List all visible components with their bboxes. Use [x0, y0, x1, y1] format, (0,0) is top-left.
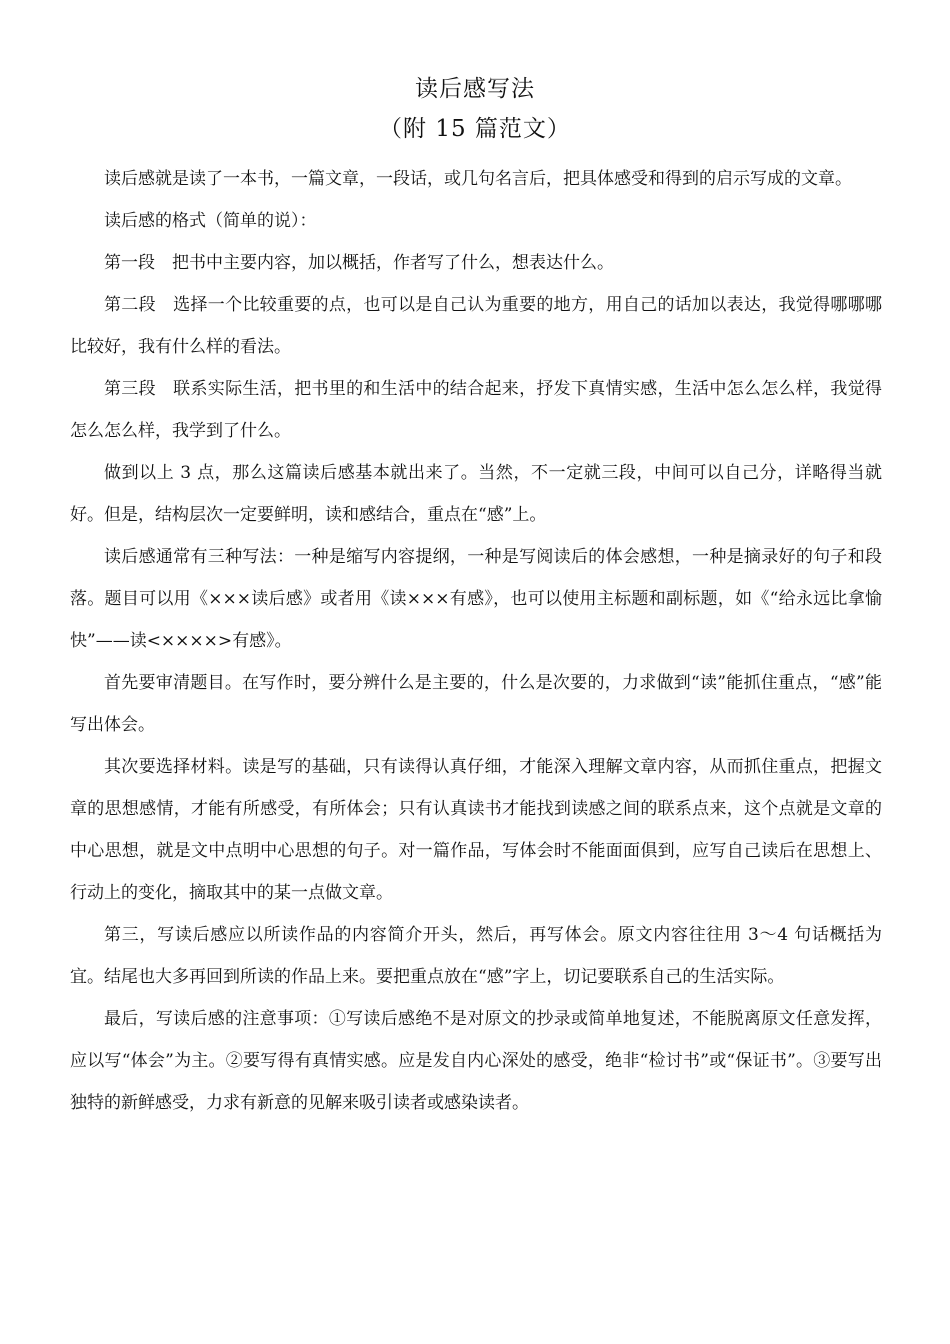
paragraph-third-section: 第三段 联系实际生活，把书里的和生活中的结合起来，抒发下真情实感，生活中怎么怎么样，我觉得怎么怎么样，我学到了什么。 [70, 379, 882, 441]
document-title: 读后感写法 [415, 76, 535, 102]
paragraph-writing-methods: 读后感通常有三种写法：一种是缩写内容提纲，一种是写阅读后的体会感想，一种是摘录好的句子和段落。题目可以用《×××读后感》或者用《读×××有感》，也可以使用主标题和副标题，如《“给永远比拿愉快”——读<××××>有感》。 [70, 547, 882, 651]
paragraph-definition: 读后感就是读了一本书，一篇文章，一段话，或几句名言后，把具体感受和得到的启示写成的文章。 [104, 169, 852, 189]
document-body [70, 158, 882, 1124]
paragraph-second-section: 第二段 选择一个比较重要的点，也可以是自己认为重要的地方，用自己的话加以表达，我觉得哪哪哪比较好，我有什么样的看法。 [70, 295, 882, 357]
paragraph-format-heading: 读后感的格式（简单的说）： [104, 211, 317, 231]
paragraph-structure: 第三，写读后感应以所读作品的内容简介开头，然后，再写体会。原文内容往往用 3～4 句话概括为宜。结尾也大多再回到所读的作品上来。要把重点放在“感”字上，切记要联系自己的生活实际。 [70, 925, 882, 987]
paragraph-first-section: 第一段 把书中主要内容，加以概括，作者写了什么，想表达什么。 [104, 253, 614, 273]
document-subtitle: （附 15 篇范文） [379, 116, 571, 142]
paragraph-summary: 做到以上 3 点，那么这篇读后感基本就出来了。当然，不一定就三段，中间可以自己分，详略得当就好。但是，结构层次一定要鲜明，读和感结合，重点在“感”上。 [70, 463, 882, 525]
paragraph-review-topic: 首先要审清题目。在写作时，要分辨什么是主要的，什么是次要的，力求做到“读”能抓住重点，“感”能写出体会。 [70, 673, 882, 735]
paragraph-notes: 最后，写读后感的注意事项：①写读后感绝不是对原文的抄录或简单地复述，不能脱离原文任意发挥，应以写“体会”为主。②要写得有真情实感。应是发自内心深处的感受，绝非“检讨书”或“保证书”。③要写出独特的新鲜感受，力求有新意的见解来吸引读者或感染读者。 [70, 1009, 882, 1113]
paragraph-choose-material: 其次要选择材料。读是写的基础，只有读得认真仔细，才能深入理解文章内容，从而抓住重点，把握文章的思想感情，才能有所感受，有所体会；只有认真读书才能找到读感之间的联系点来，这个点就是文章的中心思想，就是文中点明中心思想的句子。对一篇作品，写体会时不能面面俱到，应写自己读后在思想上、行动上的变化，摘取其中的某一点做文章。 [70, 757, 882, 903]
